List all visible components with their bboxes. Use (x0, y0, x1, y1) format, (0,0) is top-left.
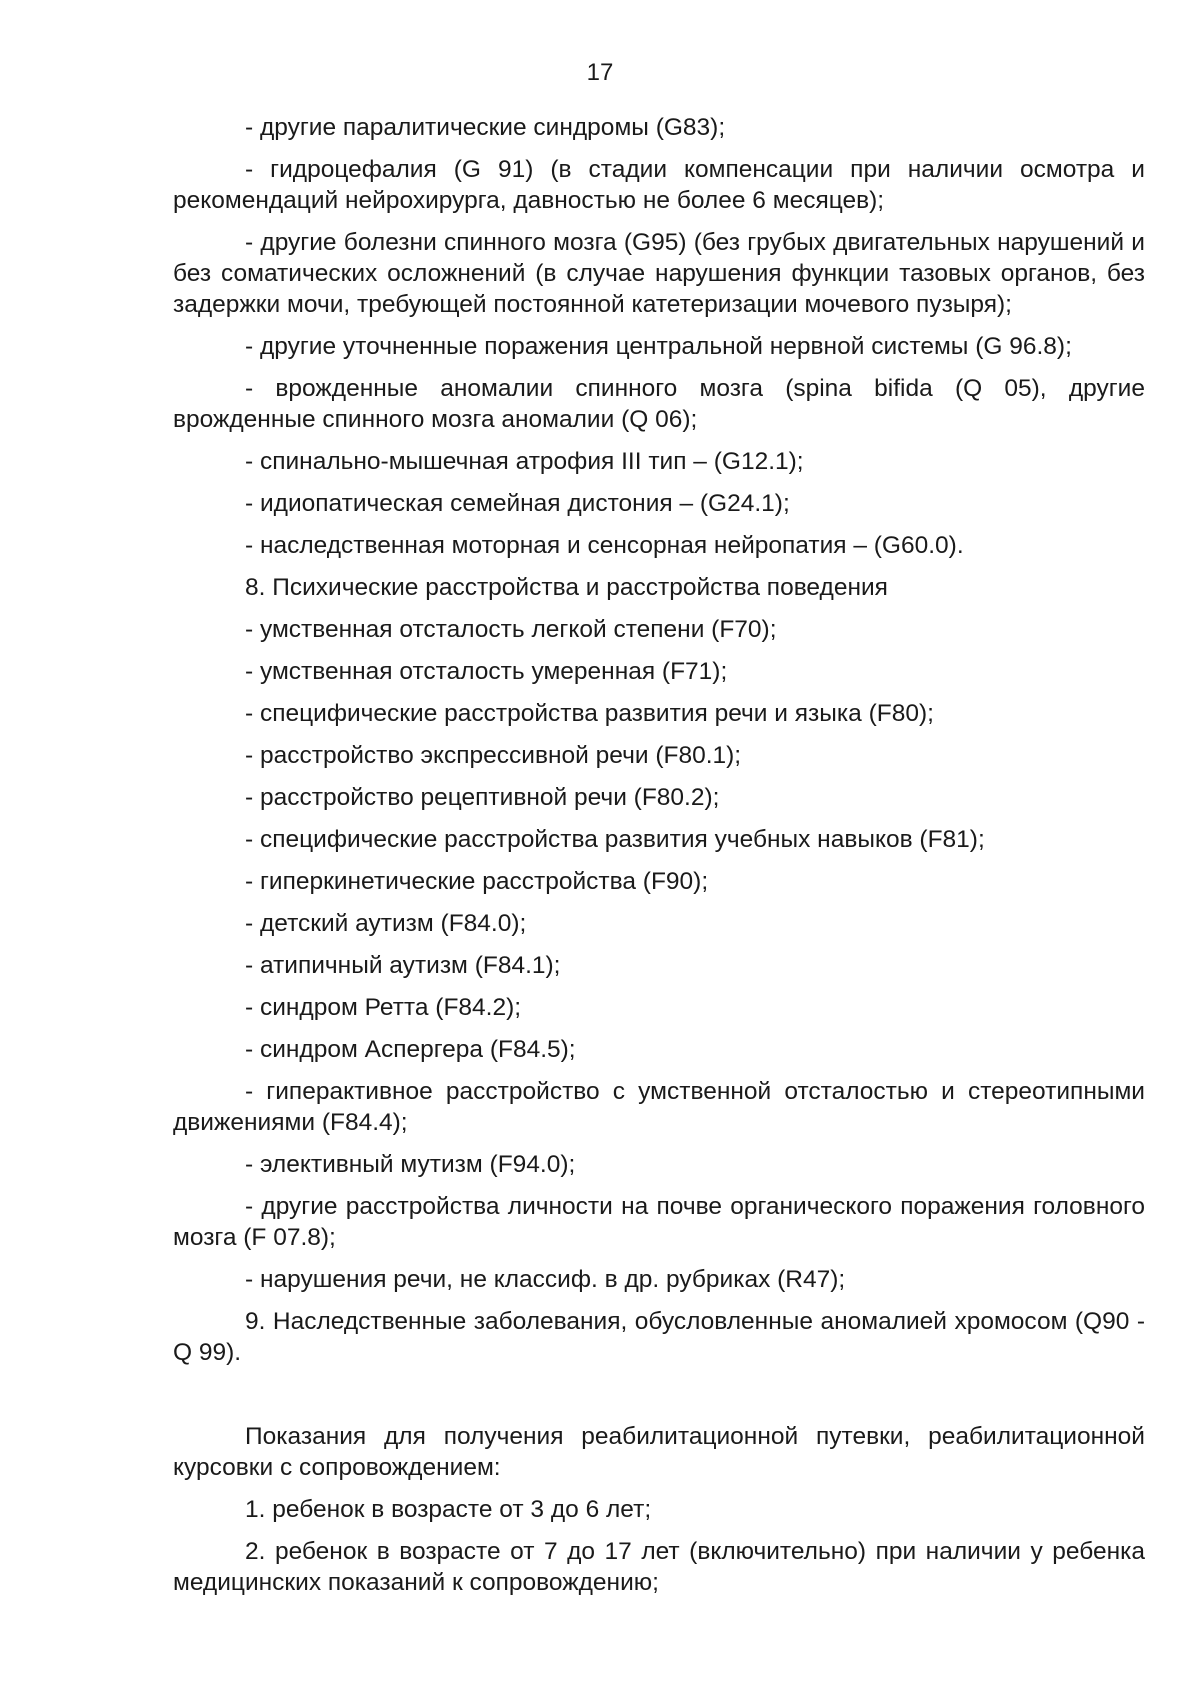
list-item: - врожденные аномалии спинного мозга (spina bifida (Q 05), другие врожденные спинного мозга аномалии (Q 06); (173, 375, 1145, 433)
list-item: - идиопатическая семейная дистония – (G24.1); (245, 490, 790, 517)
list-item: - синдром Ретта (F84.2); (245, 994, 522, 1021)
section-heading: 9. Наследственные заболевания, обусловленные аномалией хромосом (Q90 - Q 99). (173, 1308, 1145, 1366)
list-item: - гидроцефалия (G 91) (в стадии компенсации при наличии осмотра и рекомендаций нейрохирурга, давностью не более 6 месяцев); (173, 156, 1145, 214)
list-item: - спинально-мышечная атрофия III тип – (G12.1); (245, 448, 804, 475)
section-heading: Показания для получения реабилитационной путевки, реабилитационной курсовки с сопровождением: (173, 1423, 1145, 1481)
list-item: - специфические расстройства развития речи и языка (F80); (245, 700, 934, 727)
list-item: 1. ребенок в возрасте от 3 до 6 лет; (245, 1496, 652, 1523)
list-item: - расстройство экспрессивной речи (F80.1); (245, 742, 742, 769)
list-item: - специфические расстройства развития учебных навыков (F81); (245, 826, 985, 853)
list-item: - элективный мутизм (F94.0); (245, 1151, 576, 1178)
list-item: - другие паралитические синдромы (G83); (245, 114, 726, 141)
list-item: - гиперактивное расстройство с умственной отсталостью и стереотипными движениями (F84.4); (173, 1078, 1145, 1136)
list-item: - умственная отсталость умеренная (F71); (245, 658, 728, 685)
list-item: - атипичный аутизм (F84.1); (245, 952, 561, 979)
document-body (173, 112, 1145, 1609)
list-item: - расстройство рецептивной речи (F80.2); (245, 784, 720, 811)
list-item: - синдром Аспергера (F84.5); (245, 1036, 576, 1063)
list-item: - умственная отсталость легкой степени (F70); (245, 616, 777, 643)
section-heading: 8. Психические расстройства и расстройства поведения (245, 574, 888, 601)
list-item: - наследственная моторная и сенсорная нейропатия – (G60.0). (245, 532, 964, 559)
list-item: - другие уточненные поражения центральной нервной системы (G 96.8); (245, 333, 1072, 360)
page-number: 17 (586, 59, 614, 86)
section-spacer (173, 1379, 1145, 1421)
list-item: - гиперкинетические расстройства (F90); (245, 868, 709, 895)
list-item: - другие расстройства личности на почве органического поражения головного мозга (F 07.8); (173, 1193, 1145, 1251)
list-item: - другие болезни спинного мозга (G95) (без грубых двигательных нарушений и без соматических осложнений (в случае нарушения функции тазовых органов, без задержки мочи, требующей постоянной катетеризации мочевого пузыря); (173, 229, 1145, 318)
list-item: - нарушения речи, не классиф. в др. рубриках (R47); (245, 1266, 846, 1293)
list-item: 2. ребенок в возрасте от 7 до 17 лет (включительно) при наличии у ребенка медицинских показаний к сопровождению; (173, 1538, 1145, 1596)
list-item: - детский аутизм (F84.0); (245, 910, 527, 937)
